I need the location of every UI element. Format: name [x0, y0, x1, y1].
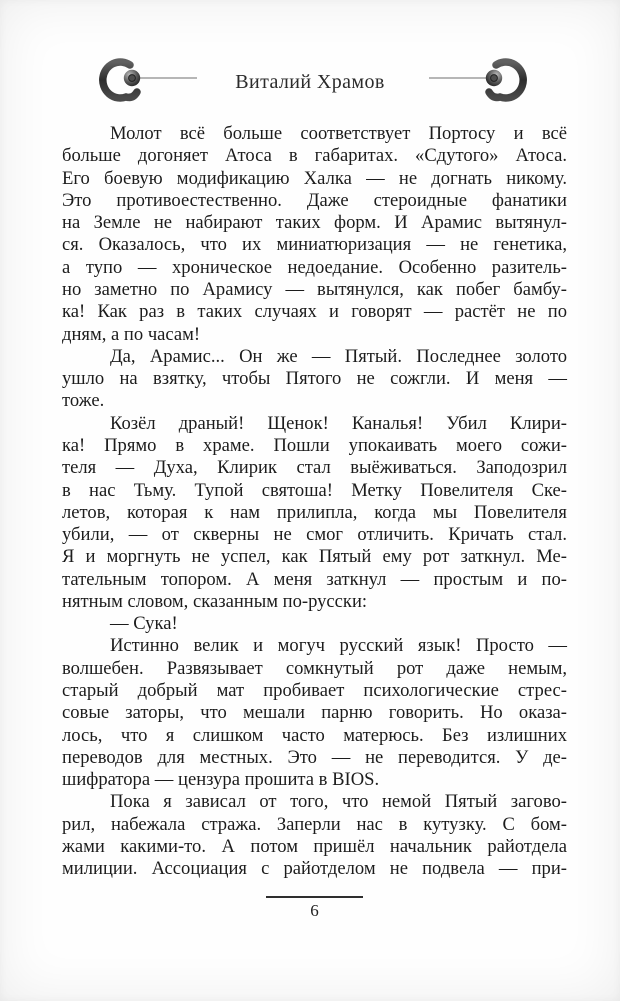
paragraph [62, 413, 567, 614]
text-line: старый добрый мат пробивает психологические стрес- [62, 680, 567, 702]
text-line: больше догоняет Атоса в габаритах. «Сдутого» Атоса. [62, 145, 567, 167]
footer-rule [266, 896, 363, 898]
text-line: ка! Прямо в храме. Пошли упокаивать моего сожи- [62, 434, 567, 456]
text-line: Молот всё больше соответствует Портосу и всё [110, 123, 567, 144]
paragraph [62, 346, 567, 413]
text-line: Истинно велик и могуч русский язык! Просто — [110, 635, 567, 657]
page-number: 6 [310, 901, 319, 920]
text-line: шифратора — цензура прошита в BIOS. [62, 769, 380, 791]
text-line: нятным словом, сказанным по-русски: [62, 590, 368, 612]
text-line: рил, набежала стража. Заперли нас в кутузку. С бом- [62, 813, 567, 835]
text-line: тоже. [62, 390, 105, 412]
text-line: в нас Тьму. Тупой святоша! Метку Повелителя Ске- [62, 479, 567, 501]
text-line: убили, — от скверны не смог отличить. Кричать стал. [62, 524, 567, 546]
text-line: Я и моргнуть не успел, как Пятый ему рот заткнул. Ме- [62, 546, 567, 568]
author-running-head: Виталий Храмов [235, 71, 385, 93]
text-line: теля — Духа, Клирик стал выёживаться. Заподозрил [62, 457, 567, 479]
body-text [62, 123, 567, 881]
text-line: Его боевую модификацию Халка — не догнать никому. [62, 167, 567, 189]
text-line: Козёл драный! Щенок! Каналья! Убил Клири- [110, 412, 567, 434]
paragraph [62, 613, 567, 635]
paragraph [62, 123, 567, 346]
paragraph [62, 635, 567, 791]
text-line: Пока я зависал от того, что немой Пятый загово- [110, 791, 567, 813]
text-line: тательным топором. А меня заткнул — простым и по- [62, 568, 567, 590]
text-line: ушло на взятку, чтобы Пятого не сожгли. И меня — [62, 368, 567, 390]
text-line: лось, что я слишком часто матерюсь. Без излишних [62, 724, 567, 746]
text-line: волшебен. Развязывает сомкнутый рот даже немым, [62, 657, 567, 679]
text-line: но заметно по Арамису — вытянулся, как побег бамбу- [62, 278, 567, 300]
text-line: — Сука! [110, 613, 178, 635]
page-footer [62, 896, 567, 921]
text-line: жами какими-то. А потом пришёл начальник райотдела [62, 836, 567, 857]
text-line: переводов для местных. Это — не переводится. У де- [62, 746, 567, 768]
text-line: дням, а по часам! [62, 323, 201, 345]
paragraph [62, 791, 567, 880]
page-header [0, 0, 620, 120]
text-line: милиции. Ассоциация с райотделом не подвела — при- [62, 858, 567, 880]
text-line: а тупо — хроническое недоедание. Особенно разитель- [62, 256, 567, 278]
text-line: на Земле не набирают таких форм. И Арамис вытянул- [62, 212, 567, 234]
text-line: ся. Оказалось, что их миниатюризация — не генетика, [62, 234, 567, 256]
text-line: ка! Как раз в таких случаях и говорят — растёт не по [62, 301, 567, 323]
header-flourish-right-icon [428, 53, 546, 111]
text-line: Это противоестественно. Даже стероидные фанатики [62, 189, 567, 211]
text-line: Да, Арамис... Он же — Пятый. Последнее золото [110, 345, 567, 367]
text-line: совые заторы, что мешали парню говорить. Но оказа- [62, 702, 567, 724]
text-line: летов, которая к нам прилипла, когда мы Повелителя [62, 501, 567, 523]
